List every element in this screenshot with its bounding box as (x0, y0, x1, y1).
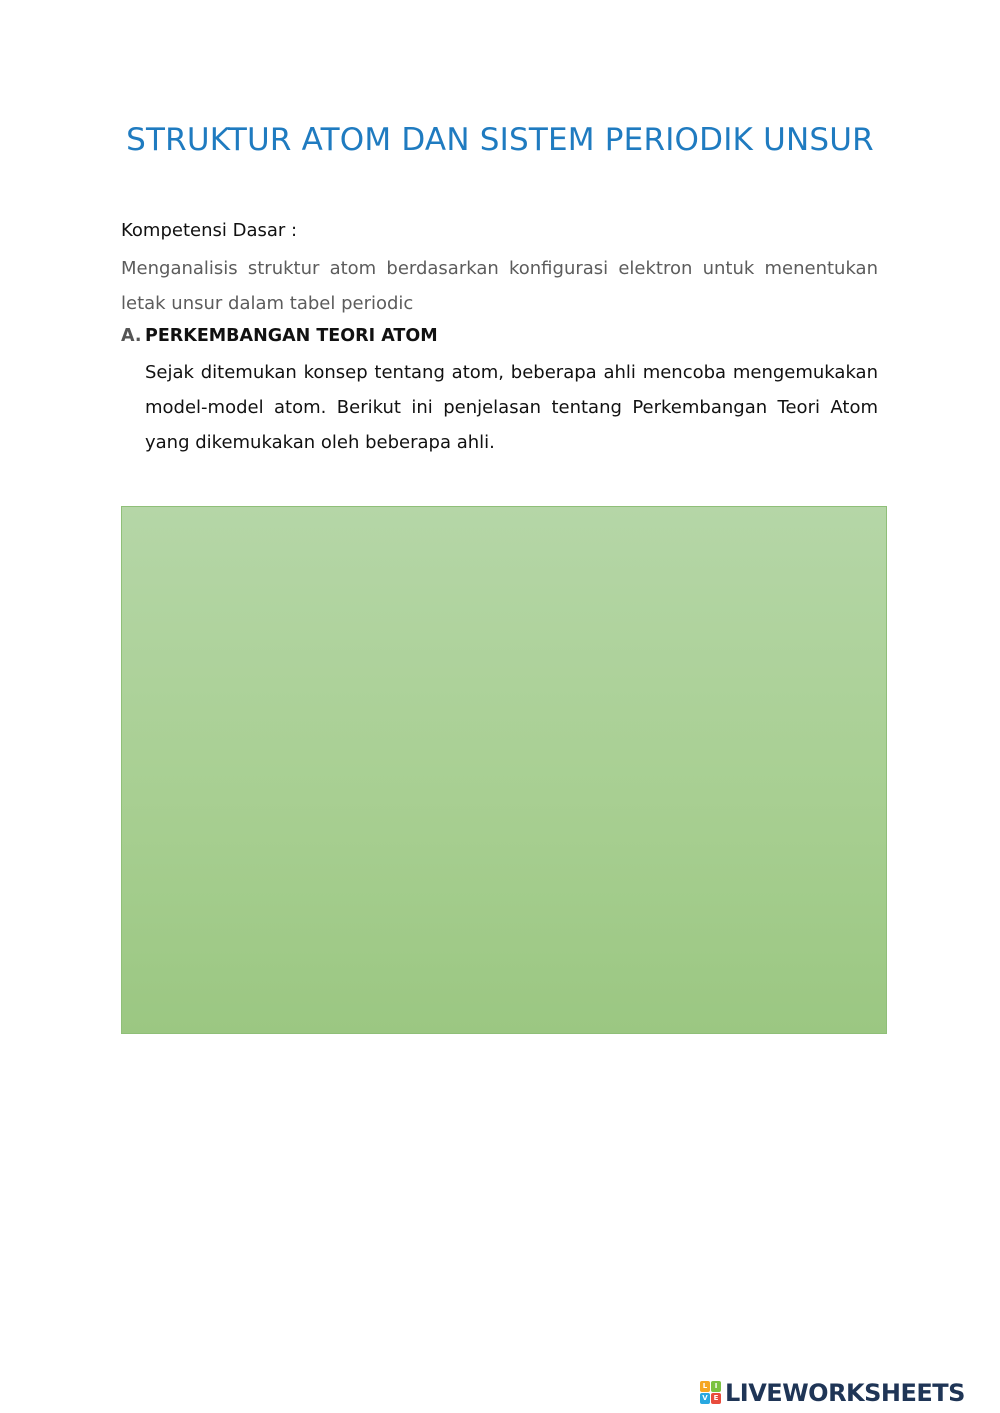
section-a-letter: A. (121, 326, 142, 346)
page-title: STRUKTUR ATOM DAN SISTEM PERIODIK UNSUR (126, 122, 874, 158)
section-a-paragraph: Sejak ditemukan konsep tentang atom, beberapa ahli mencoba mengemukakan model-model atom. Berikut ini penjelasan tentang Perkembangan Teori Atom yang dikemukakan oleh beberapa ahli. (145, 362, 878, 453)
logo-mark-e: E (711, 1393, 721, 1404)
section-a-heading (121, 323, 438, 349)
logo-mark-i: I (711, 1381, 721, 1392)
logo-mark-v: V (700, 1393, 710, 1404)
competency-text: Menganalisis struktur atom berdasarkan konfigurasi elektron untuk menentukan letak unsur dalam tabel periodic (121, 258, 878, 314)
competency-heading: Kompetensi Dasar : (121, 220, 298, 241)
logo-mark-l: L (700, 1381, 710, 1392)
section-a-title: PERKEMBANGAN TEORI ATOM (145, 326, 438, 346)
green-content-box (121, 506, 887, 1034)
logo-text: LIVEWORKSHEETS (725, 1379, 965, 1407)
liveworksheets-logo-icon (700, 1381, 722, 1405)
liveworksheets-logo (700, 1376, 965, 1410)
